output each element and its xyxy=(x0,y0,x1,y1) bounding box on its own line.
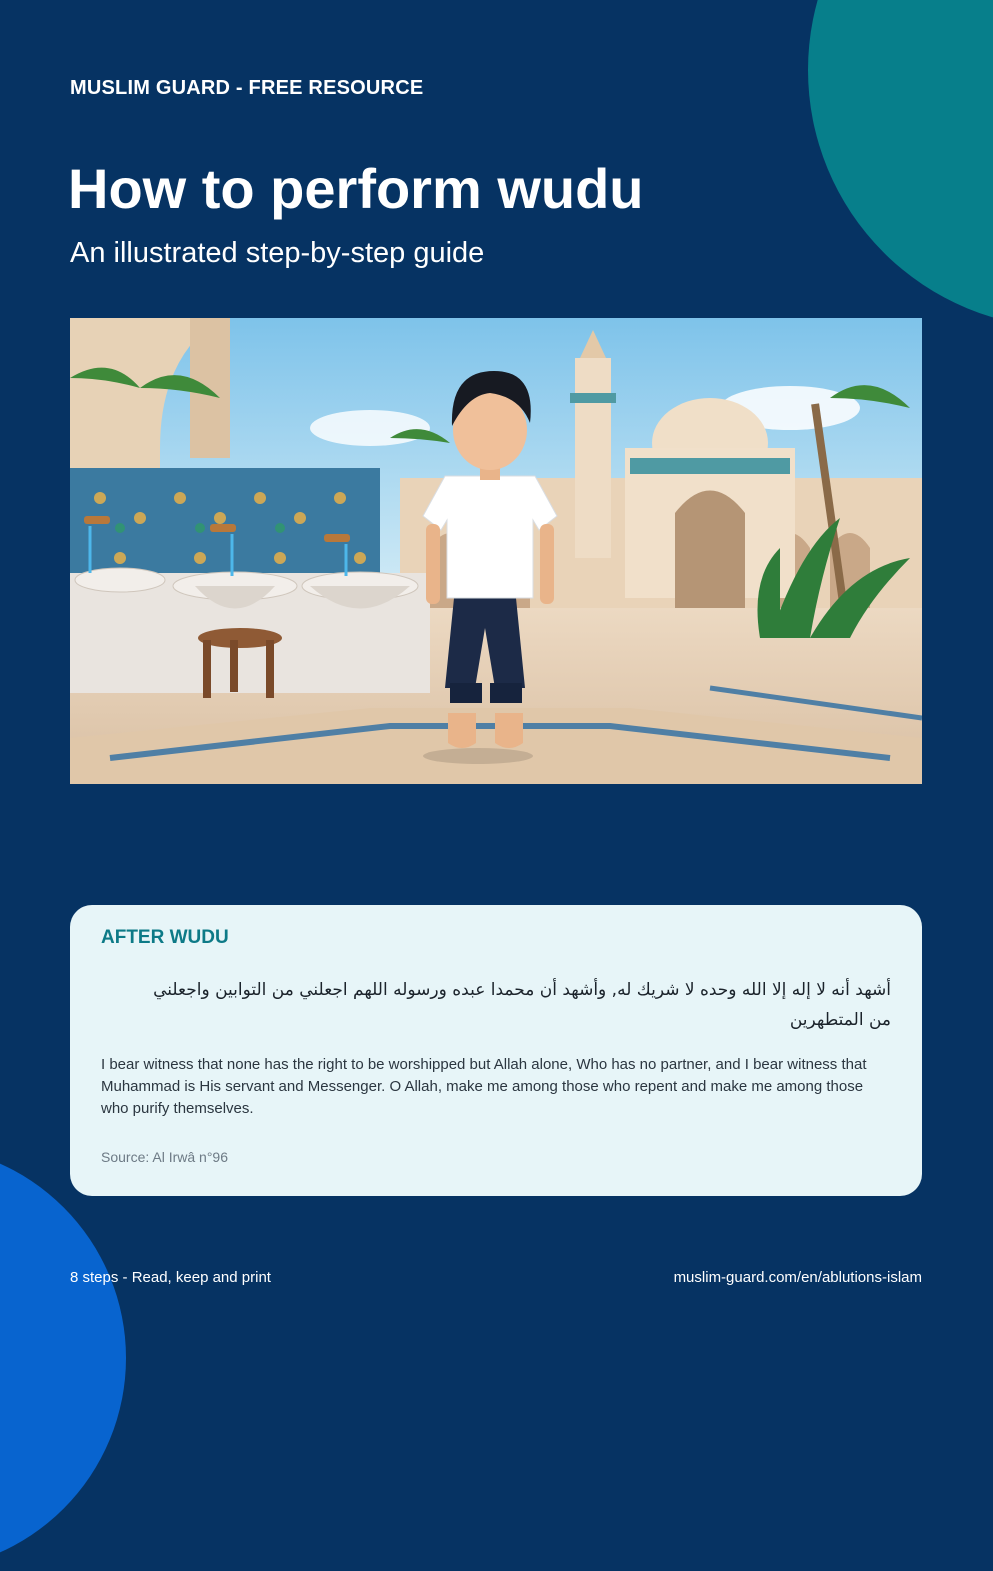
wudu-illustration xyxy=(70,318,922,784)
after-wudu-heading: AFTER WUDU xyxy=(101,927,229,948)
decorative-blue-circle xyxy=(0,1145,126,1571)
resource-label: MUSLIM GUARD - FREE RESOURCE xyxy=(70,77,424,99)
footer-url: muslim-guard.com/en/ablutions-islam xyxy=(673,1269,922,1286)
page-title: How to perform wudu xyxy=(68,157,644,220)
arabic-supplication: أشهد أنه لا إله إلا الله وحده لا شريك له, وأشهد أن محمدا عبده ورسوله اللهم اجعلني من التوابين واجعلني من المتطهرين xyxy=(153,980,891,1030)
decorative-teal-circle xyxy=(808,0,993,328)
supplication-translation: I bear witness that none has the right to be worshipped but Allah alone, Who has no partner, and I bear witness that Muhammad is His servant and Messenger. O Allah, make me among those who repent and make me among those who purify themselves. xyxy=(101,1056,867,1117)
page-subtitle: An illustrated step-by-step guide xyxy=(70,237,485,269)
footer-steps-note: 8 steps - Read, keep and print xyxy=(70,1269,271,1286)
source-citation: Source: Al Irwâ n°96 xyxy=(101,1149,228,1165)
after-wudu-card xyxy=(70,905,922,1196)
